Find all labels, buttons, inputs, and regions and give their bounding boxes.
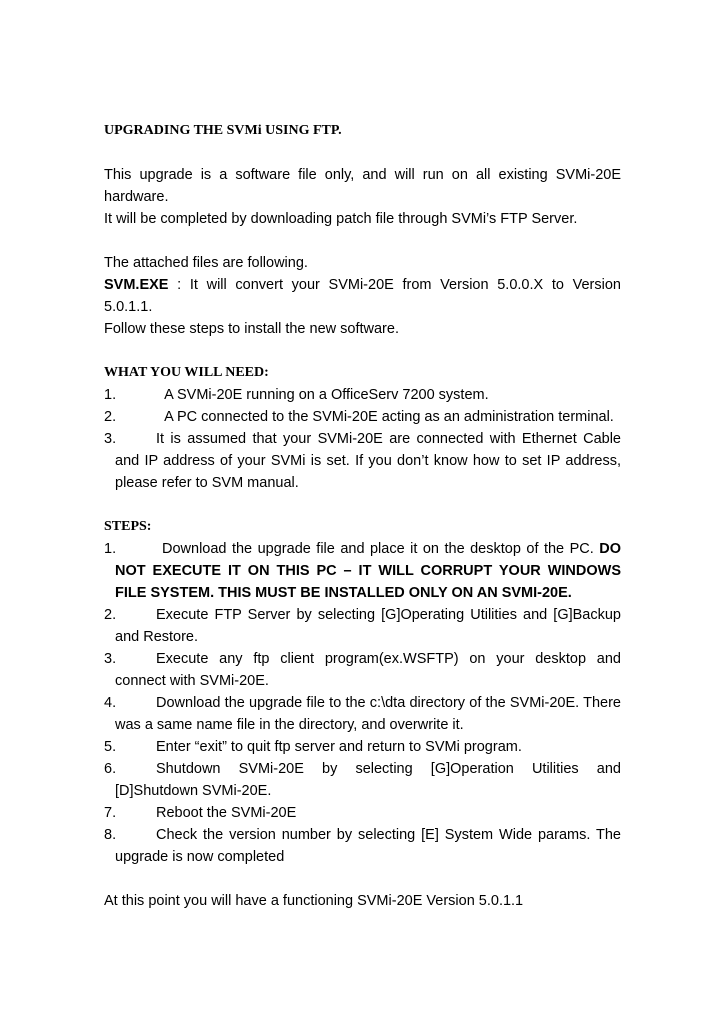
step-number: 1. — [104, 541, 117, 557]
step-number: 5. — [104, 739, 117, 755]
step-item — [104, 824, 621, 868]
step-text: Reboot the SVMi-20E — [156, 805, 297, 821]
step-item — [104, 736, 621, 758]
need-item-text: A PC connected to the SVMi-20E acting as an administration terminal. — [164, 409, 614, 425]
step-text: Execute FTP Server by selecting [G]Operating Utilities and [G]Backup and Restore. — [115, 607, 621, 645]
document-title: UPGRADING THE SVMi USING FTP. — [104, 123, 342, 138]
need-item — [104, 428, 621, 494]
need-item-text: A SVMi-20E running on a OfficeServ 7200 system. — [164, 387, 489, 403]
step-number: 2. — [104, 607, 117, 623]
file-description: : It will convert your SVMi-20E from Version 5.0.0.X to Version 5.0.1.1. — [104, 277, 621, 315]
spacer — [104, 230, 621, 252]
step-item — [104, 538, 621, 604]
need-item-number: 1. — [104, 387, 117, 403]
step-text: Download the upgrade file to the c:\dta directory of the SVMi-20E. There was a same name file in the directory, and overwrite it. — [115, 695, 621, 733]
spacer — [104, 494, 621, 516]
step-item — [104, 604, 621, 648]
step-number: 8. — [104, 827, 117, 843]
closing-line: At this point you will have a functioning SVMi-20E Version 5.0.1.1 — [104, 893, 524, 909]
spacer — [104, 340, 621, 362]
step-text: Check the version number by selecting [E] System Wide params. The upgrade is now completed — [115, 827, 621, 865]
spacer — [104, 142, 621, 164]
step-item — [104, 802, 621, 824]
need-item — [104, 406, 621, 428]
step-number: 3. — [104, 651, 117, 667]
step-item — [104, 758, 621, 802]
intro-paragraph-2: It will be completed by downloading patch file through SVMi’s FTP Server. — [104, 211, 578, 227]
need-heading: WHAT YOU WILL NEED: — [104, 365, 269, 380]
step-item — [104, 868, 621, 890]
step-text: Download the upgrade file and place it on the desktop of the PC. — [162, 541, 600, 557]
step-number: 6. — [104, 761, 117, 777]
document-body — [104, 120, 621, 912]
need-item-text: It is assumed that your SVMi-20E are connected with Ethernet Cable and IP address of your SVMi is set. If you don’t know how to set IP address, please refer to SVM manual. — [115, 431, 621, 491]
step-number: 4. — [104, 695, 117, 711]
step-item — [104, 648, 621, 692]
step-number: 7. — [104, 805, 117, 821]
follow-instruction: Follow these steps to install the new software. — [104, 321, 399, 337]
step-item — [104, 692, 621, 736]
intro-paragraph: This upgrade is a software file only, and will run on all existing SVMi-20E hardware. — [104, 167, 621, 205]
files-lead: The attached files are following. — [104, 255, 308, 271]
step-text: Execute any ftp client program(ex.WSFTP) on your desktop and connect with SVMi-20E. — [115, 651, 621, 689]
step-text: Enter “exit” to quit ftp server and return to SVMi program. — [156, 739, 522, 755]
steps-heading: STEPS: — [104, 519, 152, 534]
step-text: Shutdown SVMi-20E by selecting [G]Operation Utilities and [D]Shutdown SVMi-20E. — [115, 761, 621, 799]
need-item-number: 3. — [104, 431, 117, 447]
need-item — [104, 384, 621, 406]
file-name: SVM.EXE — [104, 277, 169, 293]
need-item-number: 2. — [104, 409, 117, 425]
file-entry — [104, 274, 621, 318]
step-warning: DO NOT EXECUTE IT ON THIS PC – IT WILL CORRUPT YOUR WINDOWS FILE SYSTEM. THIS MUST BE INSTALLED ONLY ON AN SVMI-20E. — [115, 541, 621, 601]
